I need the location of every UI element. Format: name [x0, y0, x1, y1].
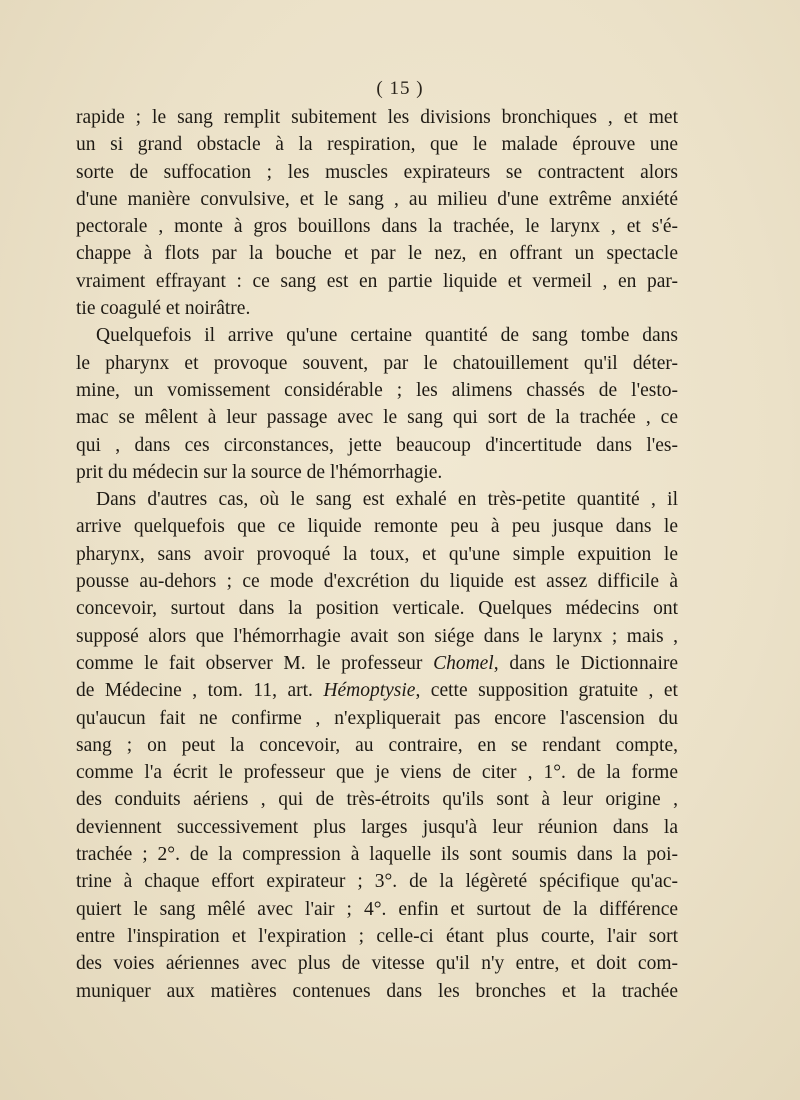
text-line: d'une manière convulsive, et le sang , au milieu d'une extrême anxiété	[76, 188, 678, 210]
text-line: pousse au-dehors ; ce mode d'excrétion du liquide est assez difficile à	[76, 571, 678, 593]
text-line	[76, 650, 678, 677]
text-line: mine, un vomissement considérable ; les alimens chassés de l'esto-	[76, 379, 678, 401]
text-segment: comme le fait observer M. le professeur	[76, 652, 434, 674]
text-line: vraiment effrayant : ce sang est en partie liquide et vermeil , en par-	[76, 270, 678, 292]
text-line: supposé alors que l'hémorrhagie avait son siége dans le larynx ; mais ,	[76, 625, 678, 647]
text-line: sang ; on peut la concevoir, au contraire, en se rendant compte,	[76, 734, 678, 756]
text-line: un si grand obstacle à la respiration, que le malade éprouve une	[76, 134, 678, 156]
text-line: prit du médecin sur la source de l'hémorrhagie.	[76, 461, 443, 483]
text-line: pectorale , monte à gros bouillons dans la trachée, le larynx , et s'é-	[76, 216, 678, 238]
text-line: Quelquefois il arrive qu'une certaine quantité de sang tombe dans	[96, 325, 678, 347]
text-line: qu'aucun fait ne confirme , n'expliquerait pas encore l'ascension du	[76, 707, 678, 729]
text-segment: , cette supposition gratuite , et	[415, 680, 678, 702]
text-line: des voies aériennes avec plus de vitesse qu'il n'y entre, et doit com-	[76, 953, 678, 975]
text-line: des conduits aériens , qui de très-étroits qu'ils sont à leur origine ,	[76, 789, 678, 811]
text-line: muniquer aux matières contenues dans les bronches et la trachée	[76, 980, 678, 1002]
text-segment: , dans le Dictionnaire	[493, 652, 679, 674]
text-line: arrive quelquefois que ce liquide remonte peu à peu jusque dans le	[76, 516, 678, 538]
text-line: le pharynx et provoque souvent, par le chatouillement qu'il déter-	[76, 352, 678, 374]
text-line	[76, 677, 678, 704]
text-line: rapide ; le sang remplit subitement les divisions bronchiques , et met	[76, 107, 678, 128]
text-segment: de Médecine , tom. 11, art.	[76, 680, 324, 702]
italic-term: Chomel	[433, 652, 494, 674]
page-number: ( 15 )	[376, 78, 424, 99]
text-line: concevoir, surtout dans la position verticale. Quelques médecins ont	[76, 598, 678, 620]
text-line: trachée ; 2°. de la compression à laquelle ils sont soumis dans la poi-	[76, 844, 678, 866]
body-text	[76, 104, 678, 1005]
text-line: mac se mêlent à leur passage avec le sang qui sort de la trachée , ce	[76, 407, 678, 429]
text-line: tie coagulé et noirâtre.	[76, 298, 251, 320]
text-line: Dans d'autres cas, où le sang est exhalé en très-petite quantité , il	[96, 489, 678, 511]
text-line: entre l'inspiration et l'expiration ; celle-ci étant plus courte, l'air sort	[76, 925, 678, 947]
text-line: comme l'a écrit le professeur que je viens de citer , 1°. de la forme	[76, 762, 678, 784]
text-line: qui , dans ces circonstances, jette beaucoup d'incertitude dans l'es-	[76, 434, 678, 456]
text-line: sorte de suffocation ; les muscles expirateurs se contractent alors	[76, 161, 678, 183]
text-line: trine à chaque effort expirateur ; 3°. de la légèreté spécifique qu'ac-	[76, 871, 678, 893]
text-line: chappe à flots par la bouche et par le nez, en offrant un spectacle	[76, 243, 678, 265]
italic-term: Hémoptysie	[323, 680, 416, 702]
text-line: pharynx, sans avoir provoqué la toux, et qu'une simple expuition le	[76, 543, 678, 565]
text-line: quiert le sang mêlé avec l'air ; 4°. enfin et surtout de la différence	[76, 898, 678, 920]
text-line: deviennent successivement plus larges jusqu'à leur réunion dans la	[76, 816, 678, 838]
